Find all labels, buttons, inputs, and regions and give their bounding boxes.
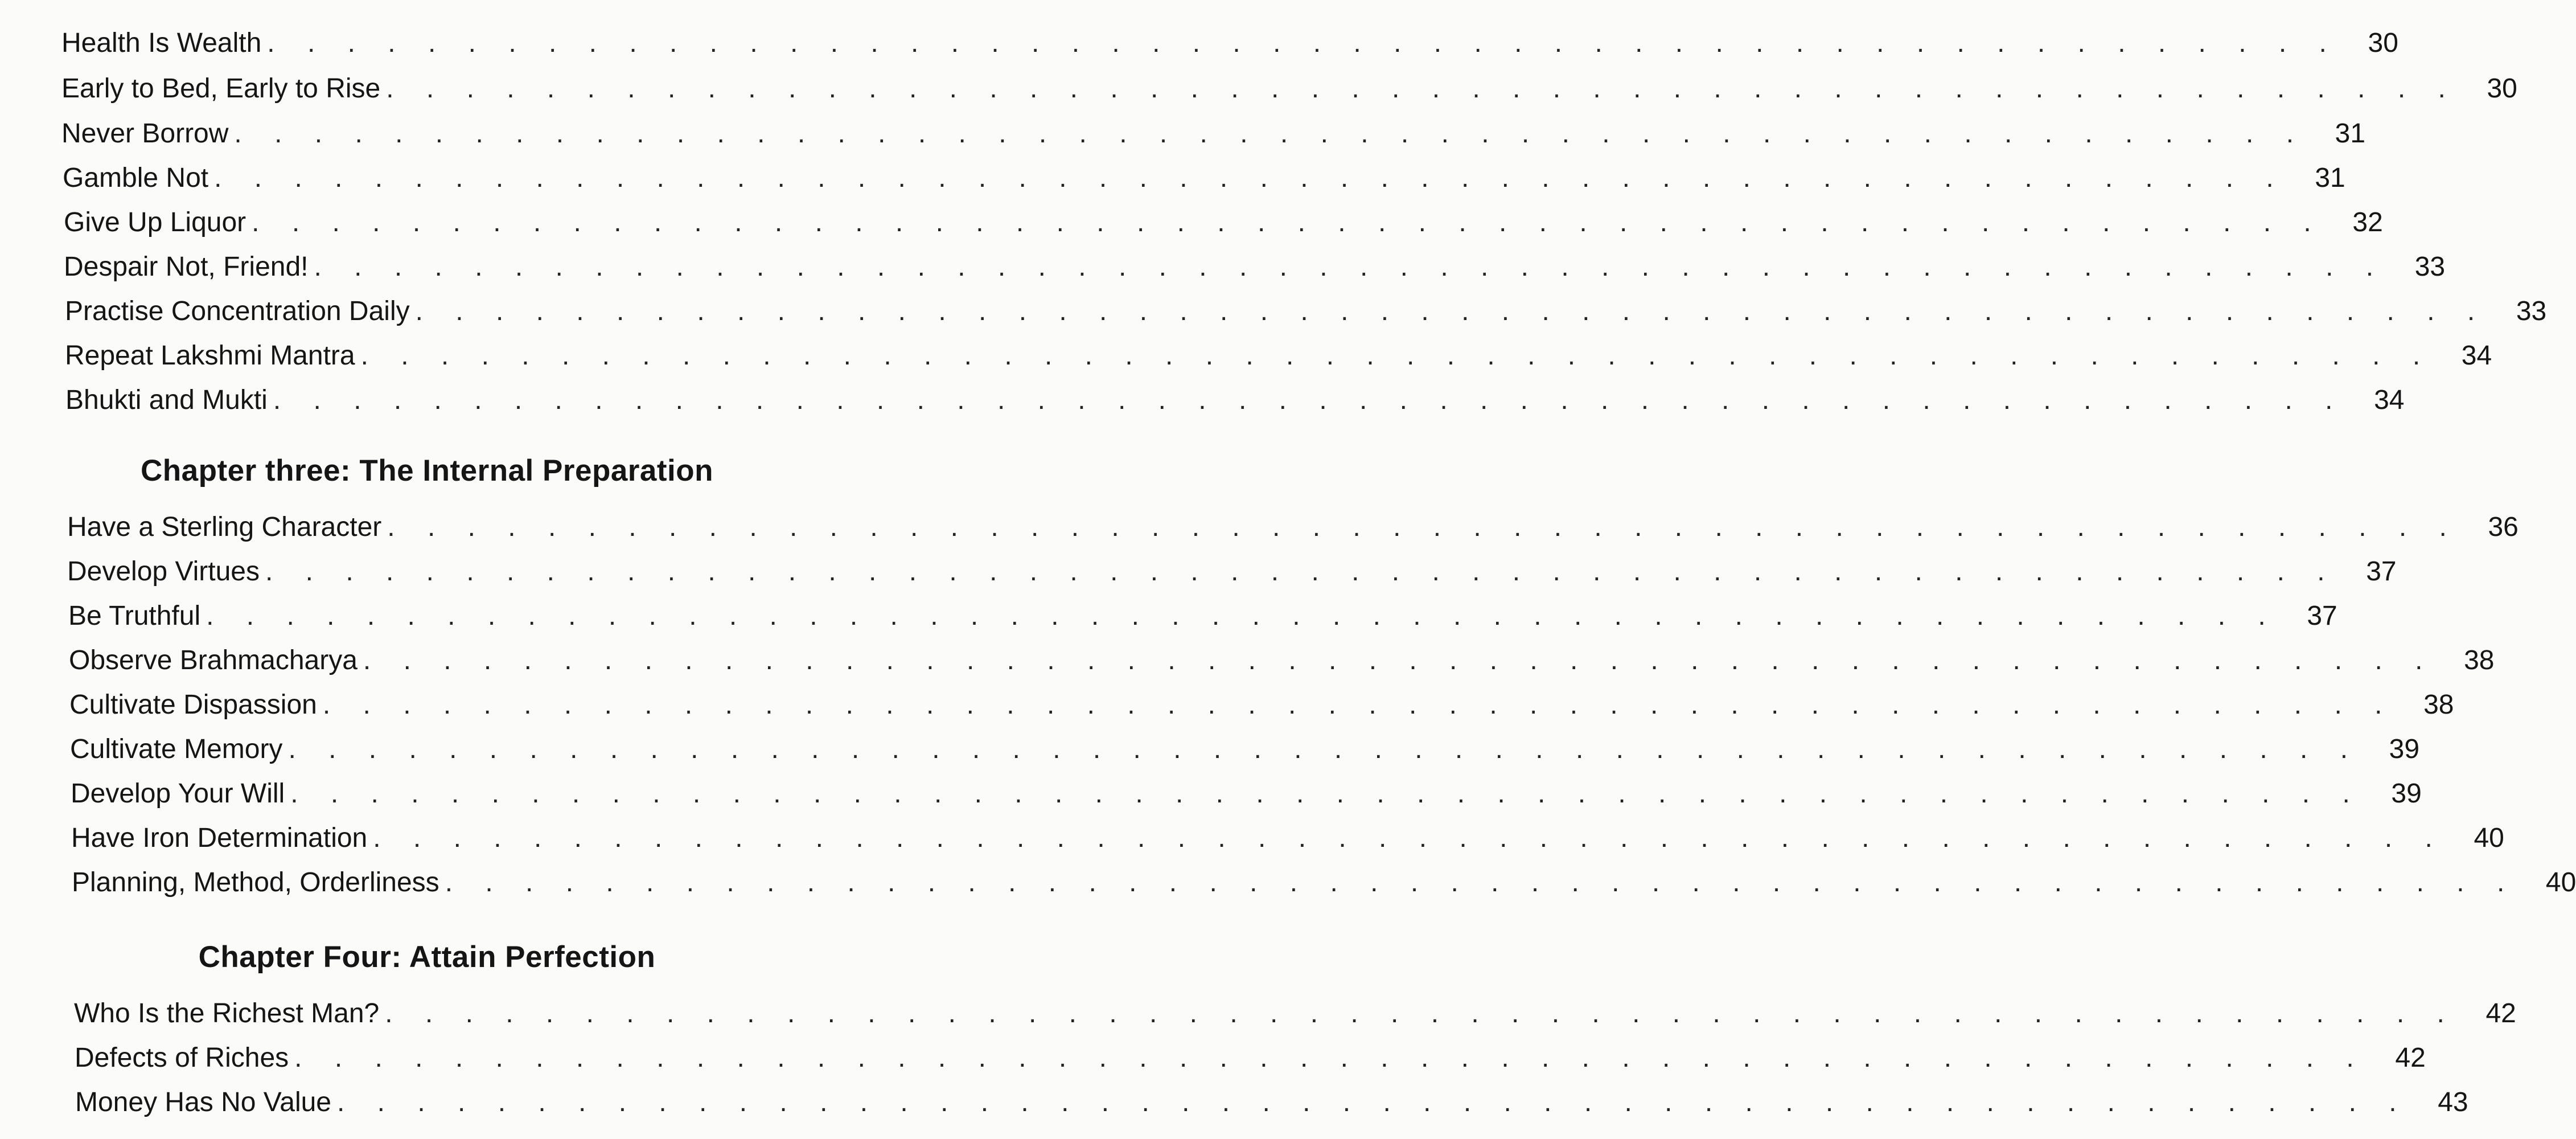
toc-entry-page: 31 (2315, 163, 2345, 193)
toc-entry[interactable] (67, 505, 2519, 550)
toc-entry[interactable] (72, 861, 2576, 905)
toc-entry[interactable] (71, 816, 2504, 861)
toc-entry-title: Have a Sterling Character (67, 512, 382, 542)
dot-leader: . . . . . . . . . . . . . . . . . . . . . . . . . . . . . . . . . . . . . . . . . . . . . . . . . . . . (288, 734, 2361, 764)
toc-entry-title: Cultivate Dispassion (69, 690, 317, 720)
toc-entry-title: Early to Bed, Early to Rise (61, 73, 381, 104)
toc-entry[interactable] (67, 550, 2397, 594)
toc-entry[interactable] (65, 334, 2492, 378)
toc-entry-page: 42 (2485, 998, 2516, 1029)
toc-entry-page: 38 (2464, 645, 2495, 675)
dot-leader: . . . . . . . . . . . . . . . . . . . . . . . . . . . . . . . . . . . . . . . . . . . . . . . . . . . . (445, 867, 2517, 898)
toc-entry-title: Observe Brahmacharya (69, 645, 358, 675)
toc-entry[interactable] (71, 772, 2422, 816)
toc-entry-title: Give Up Liquor (64, 207, 246, 237)
toc-entry[interactable] (68, 594, 2337, 638)
toc-entry-page: 43 (2438, 1087, 2468, 1117)
toc-entry-title: Cultivate Memory (70, 734, 283, 764)
dot-leader: . . . . . . . . . . . . . . . . . . . . . . . . . . . . . . . . . . . . . . . . . . . . . . . . . . . . (265, 556, 2337, 587)
dot-leader: . . . . . . . . . . . . . . . . . . . . . . . . . . . . . . . . . . . . . . . . . . . . . . . . . . . . (314, 252, 2386, 282)
toc-entry-title: Practise Concentration Daily (65, 296, 410, 326)
dot-leader: . . . . . . . . . . . . . . . . . . . . . . . . . . . . . . . . . . . . . . . . . . . . . . . . . . . . (387, 512, 2459, 542)
toc-entry[interactable] (61, 112, 2366, 156)
toc-entry[interactable] (75, 1036, 2426, 1080)
dot-leader: . . . . . . . . . . . . . . . . . . . . . . . . . . . . . . . . . . . . . . . . . . . . . . . . . . . . (206, 601, 2278, 631)
toc-entry-page: 32 (2352, 207, 2383, 237)
dot-leader: . . . . . . . . . . . . . . . . . . . . . . . . . . . . . . . . . . . . . . . . . . . . . . . . . . . . (337, 1087, 2409, 1117)
toc-entry-title: Defects of Riches (75, 1043, 289, 1073)
toc-entry-page: 37 (2366, 556, 2397, 587)
toc-entry[interactable] (64, 200, 2383, 245)
toc-entry[interactable] (63, 156, 2345, 200)
dot-leader: . . . . . . . . . . . . . . . . . . . . . . . . . . . . . . . . . . . . . . . . . . . . . . . . . . . . (415, 296, 2488, 326)
toc-entry-title: Money Has No Value (75, 1087, 331, 1117)
toc-entry-title: Gamble Not (63, 163, 209, 193)
dot-leader: . . . . . . . . . . . . . . . . . . . . . . . . . . . . . . . . . . . . . . . . . . . . . . . . . . . . (322, 690, 2395, 720)
toc-entry[interactable] (69, 683, 2454, 727)
dot-leader: . . . . . . . . . . . . . . . . . . . . . . . . . . . . . . . . . . . . . . . . . . . . . . . . . . . . (290, 779, 2363, 809)
dot-leader: . . . . . . . . . . . . . . . . . . . . . . . . . . . . . . . . . . . . . . . . . . . . . . . . . . . . (294, 1043, 2367, 1073)
toc-entry-page: 33 (2414, 252, 2446, 282)
dot-leader: . . . . . . . . . . . . . . . . . . . . . . . . . . . . . . . . . . . . . . . . . . . . . . . . . . . . (385, 998, 2457, 1029)
toc-entry[interactable] (75, 1080, 2468, 1125)
toc-entry[interactable] (61, 21, 2398, 65)
toc-entry-page: 30 (2368, 28, 2398, 58)
toc-entry-page: 34 (2461, 341, 2492, 371)
toc-entry-title: Despair Not, Friend! (64, 252, 309, 282)
toc-entry-page: 36 (2488, 512, 2519, 542)
toc-entry-page: 34 (2374, 385, 2405, 415)
toc-entry-title: Develop Your Will (71, 779, 285, 809)
dot-leader: . . . . . . . . . . . . . . . . . . . . . . . . . . . . . . . . . . . . . . . . . . . . . . . . . . . . (214, 163, 2286, 193)
toc-entry[interactable] (65, 289, 2547, 334)
toc-entry-page: 42 (2395, 1043, 2426, 1073)
toc-entry-title: Bhukti and Mukti (65, 385, 268, 415)
dot-leader: . . . . . . . . . . . . . . . . . . . . . . . . . . . . . . . . . . . . . . . . . . . . . . . . . . . . (373, 823, 2445, 853)
toc-entry-page: 31 (2335, 118, 2366, 149)
toc-entry-page: 40 (2474, 823, 2504, 853)
toc-entry-page: 37 (2307, 601, 2337, 631)
toc-entry-page: 33 (2516, 296, 2547, 326)
toc-entry-page: 30 (2487, 73, 2517, 104)
toc-entry-page: 39 (2391, 779, 2422, 809)
chapter-heading: Chapter Four: Attain Perfection (198, 940, 656, 974)
toc-entry[interactable] (70, 727, 2420, 772)
toc-entry-page: 39 (2389, 734, 2420, 764)
toc-entry[interactable] (74, 991, 2516, 1036)
toc-entry-title: Develop Virtues (67, 556, 260, 587)
dot-leader: . . . . . . . . . . . . . . . . . . . . . . . . . . . . . . . . . . . . . . . . . . . . . . . . . . . . (363, 645, 2435, 675)
dot-leader: . . . . . . . . . . . . . . . . . . . . . . . . . . . . . . . . . . . . . . . . . . . . . . . . . . . . (234, 118, 2307, 149)
dot-leader: . . . . . . . . . . . . . . . . . . . . . . . . . . . . . . . . . . . . . . . . . . . . . . . . . . . . (267, 28, 2339, 58)
toc-entry[interactable] (64, 245, 2446, 289)
toc-entry-title: Have Iron Determination (71, 823, 368, 853)
chapter-heading: Chapter three: The Internal Preparation (140, 454, 714, 487)
dot-leader: . . . . . . . . . . . . . . . . . . . . . . . . . . . . . . . . . . . . . . . . . . . . . . . . . . . . (252, 207, 2324, 237)
dot-leader: . . . . . . . . . . . . . . . . . . . . . . . . . . . . . . . . . . . . . . . . . . . . . . . . . . . . (360, 341, 2433, 371)
toc-entry-title: Planning, Method, Orderliness (72, 867, 439, 898)
toc-entry-title: Health Is Wealth (61, 28, 262, 58)
toc-entry[interactable] (65, 378, 2405, 423)
toc-entry[interactable] (69, 638, 2495, 683)
toc-entry-page: 40 (2545, 867, 2576, 898)
toc-entry-title: Never Borrow (61, 118, 229, 149)
toc-entry-title: Who Is the Richest Man? (74, 998, 380, 1029)
dot-leader: . . . . . . . . . . . . . . . . . . . . . . . . . . . . . . . . . . . . . . . . . . . . . . . . . . . . (386, 73, 2458, 104)
toc-entry-title: Repeat Lakshmi Mantra (65, 341, 355, 371)
toc-entry[interactable] (61, 67, 2517, 111)
toc-entry-page: 38 (2423, 690, 2454, 720)
dot-leader: . . . . . . . . . . . . . . . . . . . . . . . . . . . . . . . . . . . . . . . . . . . . . . . . . . . . (273, 385, 2345, 415)
toc-entry-title: Be Truthful (68, 601, 201, 631)
